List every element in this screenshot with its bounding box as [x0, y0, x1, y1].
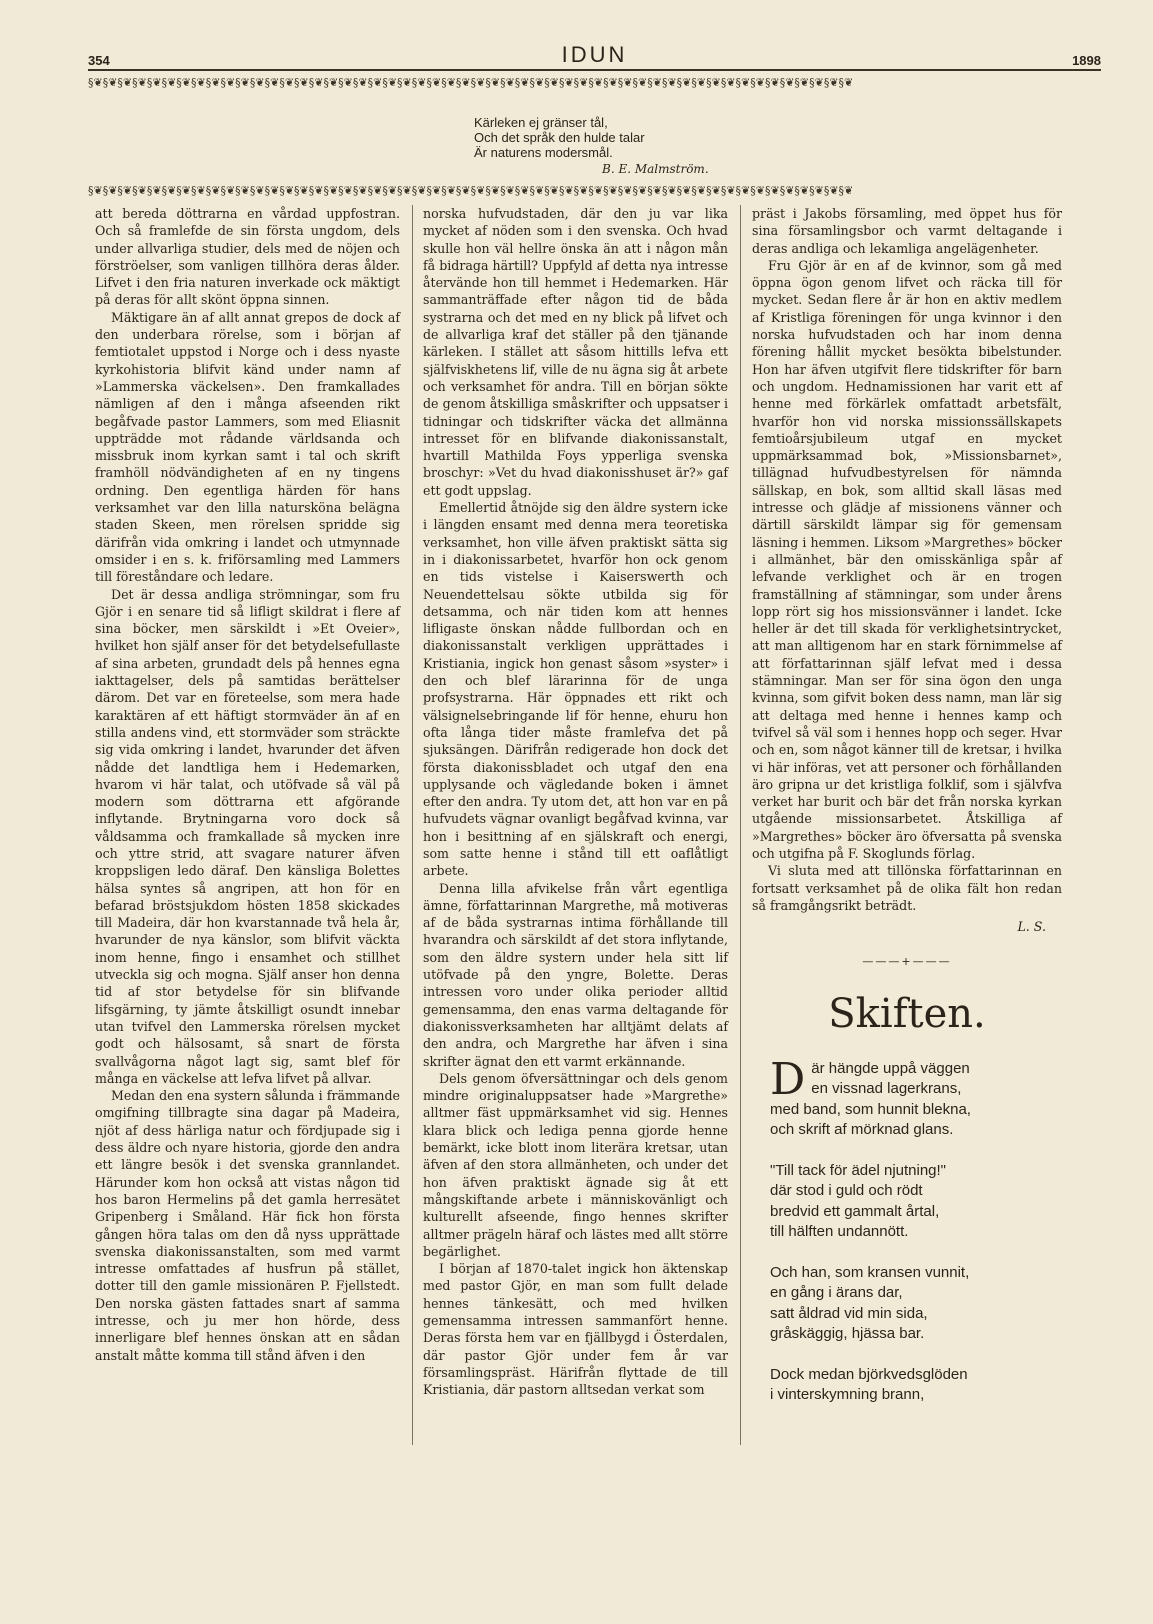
poem [752, 1053, 1062, 1406]
ornament-band-top: §❦§❦§❦§❦§❦§❦§❦§❦§❦§❦§❦§❦§❦§❦§❦§❦§❦§❦§❦§❦§❦§❦§❦§❦§❦§❦§❦§❦§❦§❦§❦§❦§❦§❦§❦§❦§❦§❦§❦§❦§❦§❦§❦§❦§❦§❦§❦§❦§❦§❦§❦§❦ [88, 77, 854, 89]
poem-line: en gång i ärans dar, [770, 1284, 903, 1302]
drop-cap: D [770, 1053, 806, 1105]
section-divider: ———+——— [862, 955, 952, 969]
page-number: 354 [88, 53, 110, 68]
poem-stanza [770, 1263, 1062, 1345]
poem-line: Dock medan björkvedsglöden [770, 1365, 968, 1383]
poem-title: Skiften. [828, 990, 986, 1037]
paragraph: Medan den ena systern sålunda i främmande omgifning tillbragte sina dagar på Madeira, njöt af dess härliga natur och fördjupade sig i dess äldre och nyare historia, gjorde den andra ett längre besök i det svenska grannlandet. Härunder kom hon också att vistas någon tid hos baron Hermelins på det gamla herresätet Gripenberg i Småland. Här fick hon första gången höra talas om den då nyss upprättade svenska diakonissanstalten, som med varmt intresse omfattades af husfrun på stället, dotter till den gamle missionären P. Fjellstedt. Den norska gästen fattades snart af samma intresse, och ju mer hon hörde, dess innerligare blef hennes önskan att en sådan anstalt måtte komma till stånd äfven i den [95, 1088, 400, 1363]
page-year: 1898 [1072, 53, 1101, 68]
article-column-3 [752, 205, 1062, 1426]
header-rule [88, 69, 1101, 71]
poem-line: i vinterskymning brann, [770, 1386, 925, 1404]
article-column-2 [423, 205, 728, 1398]
article-column-1 [95, 205, 400, 1364]
poem-line: Och han, som kransen vunnit, [770, 1263, 970, 1281]
article-signature: L. S. [1017, 919, 1046, 935]
poem-line: satt åldrad vid min sida, [770, 1304, 928, 1322]
paragraph: Emellertid åtnöjde sig den äldre systern icke i längden ensamt med denna mera teoretiska verksamhet, hon ville äfven praktiskt sätta sig in i diakonissarbetet, hvarför hon ock genom en tids vistelse i Kaiserswerth och Neuendettelsau sökte utbilda sig för detsamma, och när tiden kom att hennes lifligaste önskan nådde fullbordan och en diakonissanstalt verkligen upprättades i Kristiania, ingick hon genast såsom »syster» i den och blef lärarinna för de unga profsystrarna. Här öppnades ett rikt och välsignelsebringande lif för henne, ehuru hon ofta långa tider måste framlefva det på sjuksängen. Därifrån redigerade hon dock det första diakonissbladet och utgaf den ena upplysande och vägledande boken i ämnet efter den andra. Ty utom det, att hon var en på hufvudets vägnar ovanligt begåfvad kvinna, var hon i besittning af en själskraft och energi, som satte henne i stånd till ett oaflåtligt arbete. [423, 500, 728, 879]
ornament-band-middle: §❦§❦§❦§❦§❦§❦§❦§❦§❦§❦§❦§❦§❦§❦§❦§❦§❦§❦§❦§❦§❦§❦§❦§❦§❦§❦§❦§❦§❦§❦§❦§❦§❦§❦§❦§❦§❦§❦§❦§❦§❦§❦§❦§❦§❦§❦§❦§❦§❦§❦§❦§❦ [88, 185, 854, 197]
poem-line: där stod i guld och rödt [770, 1182, 923, 1200]
poem-line: och skrift af mörknad glans. [770, 1121, 954, 1139]
paragraph: norska hufvudstaden, där den ju var lika mycket af nöden som i den svenska. Och hvad skulle hon väl hellre önska än att i någon mån få bidraga härtill? Uppfyld af detta nya intresse återvände hon till hemmet i Hedemarken. Här sammanträffade efter någon tid de båda systrarna och det med en ny blick på lifvet och de allvarliga kraf det ställer på den tjänande kärleken. I stället att såsom hittills lefva ett själfviskhetens lif, ville de nu ägna sig åt arbete och verksamhet för andra. Till en början sökte de genom åtskilliga småskrifter och uppsatser i tidningar och tidskrifter väcka det allmänna intresset för en blifvande diakonissanstalt, hvartill Mathilda Foys ypperliga svenska broschyr: »Vet du hvad diakonisshuset är?» gaf ett godt uppslag. [423, 206, 729, 498]
paragraph: präst i Jakobs församling, med öppet hus för sina församlingsbor och varmt deltagande i deras andliga och lekamliga angelägenheter. [752, 206, 1062, 256]
epigraph-line: Är naturens modersmål. [474, 145, 613, 160]
poem-line: till hälften undannött. [770, 1223, 909, 1241]
epigraph-line: Kärleken ej gränser tål, [474, 115, 608, 130]
poem-stanza [770, 1053, 1062, 1141]
paragraph: Dels genom öfversättningar och dels genom mindre originaluppsatser hade »Margrethe» alltmer fäst uppmärksamhet vid sig. Hennes klara blick och lediga penna gjorde henne bemärkt, icke blott inom literära kretsar, utan äfven af den stora allmänheten, och under det hon äfven praktiskt ägnade sig åt ett mångskiftande arbete i människovänligt och kulturellt afseende, fingo hennes skrifter alltmer prägeln häraf och lästes med allt större begärlighet. [423, 1070, 728, 1259]
poem-line: gråskäggig, hjässa bar. [770, 1325, 925, 1343]
magazine-title: IDUN [561, 42, 628, 67]
epigraph [474, 115, 774, 177]
paragraph: I början af 1870-talet ingick hon äktenskap med pastor Gjör, en man som fullt delade hennes tänkesätt, och med hvilken gemensamma intressen sammanfört henne. Deras första hem var en fjällbygd i Österdalen, där pastor Gjör under fem år var församlingspräst. Härifrån flyttade de till Kristiania, där pastorn alltsedan verkat som [423, 1261, 728, 1398]
paragraph: att bereda döttrarna en vårdad uppfostran. Och så framlefde de sin första ungdom, dels under allvarliga studier, dels med de nöjen och förströelser, som vanligen tillhöra deras ålder. Lifvet i den fria naturen inverkade ock mäktigt på deras för allt skönt öppna sinnen. [95, 206, 400, 308]
poem-line: med band, som hunnit blekna, [770, 1100, 971, 1118]
poem-line: en vissnad lagerkrans, [811, 1080, 962, 1098]
column-divider [740, 205, 741, 1445]
paragraph: Det är dessa andliga strömningar, som fru Gjör i en senare tid så lifligt skildrat i flere af sina böcker, men särskildt i »Et Oveier», hvilket hon själf anser för det betydelsefullaste af sina arbeten, grundadt dels på hennes egna iakttagelser, dels på samtidas berättelser därom. Det var en företeelse, som mera hade karaktären af ett häftigt stormväder än af en stilla andens vind, ett stormväder som sträckte sig vida omkring i landet, hvarunder det äfven nådde det landtliga hem i Hedemarken, hvarom vi här talat, och utöfvade så väl på modern som döttrarna ett afgörande inflytande. Brytningarna voro dock så våldsamma och framkallade så mycken inre och yttre strid, att svagare naturer äfven kroppsligen ledo däraf. Den känsliga Bolettes hälsa syntes så angripen, att hon för en befarad bröstsjukdom hösten 1858 skickades till Madeira, där hon kvarstannade två hela år, hvarunder de nya känslor, som blifvit väckta inom henne, fingo i ensamhet och stillhet utveckla sig och mogna. Själf anser hon denna tid af stor betydelse för sin blifvande lifsgärning, ty jämte åtskilligt osundt innebar utan tvifvel den Lammerska rörelsen mycket godt och hälsosamt, så snart de första svallvågorna något lagt sig, samt blef för många en väckelse att lefva lifvet på allvar. [95, 586, 400, 1086]
poem-line: bredvid ett gammalt årtal, [770, 1202, 940, 1220]
epigraph-author: B. E. Malmström. [602, 162, 709, 176]
column-divider [412, 205, 413, 1445]
poem-line: är hängde uppå väggen [811, 1059, 970, 1077]
poem-stanza [770, 1161, 1062, 1243]
epigraph-line: Och det språk den hulde talar [474, 130, 645, 145]
page-header [88, 42, 1101, 68]
poem-stanza [770, 1365, 1062, 1406]
paragraph: Fru Gjör är en af de kvinnor, som gå med öppna ögon genom lifvet och räcka till för mycket. Sedan flere år är hon en aktiv medlem af Kristliga föreningen för unga kvinnor i den norska hufvudstaden och har inom denna förening hållit mycket besökta bibelstunder. Hon har äfven utgifvit flere tidskrifter för barn och ungdom. Hednamissionen har varit ett af henne med förkärlek omfattadt arbetsfält, hvarför hon vid norska missionssällskapets femtioårsjubileum utgaf en mycket uppmärksammad bok, »Missionsbarnet», tillägnad hufvudbestyrelsen för nämnda sällskap, en bok, som alltid skall läsas med intresse och glädje af missionens vänner och därtill särskildt lämpar sig för gemensam läsning i hemmen. Liksom »Margrethes» böcker i allmänhet, bär den omisskänliga spår af lefvande verklighet och är en trogen framställning af stämningar, som under årens lopp rört sig hos missionsvänner i landet. Icke heller är det till skada för verklighetsintrycket, att man alltigenom har en stark förnimmelse af att författarinnan själf lefvat med i dessa stämningar. Man ser för sina ögon den unga kvinna, som gifvit boken dess namn, man lär sig att deltaga med henne i hennes kamp och tvifvel så väl som i hennes hopp och seger. Hvar och en, som något känner till de kretsar, i hvilka vi här införas, vet att personer och förhållanden äro gripna ur det kristliga folklif, som i självfva verket har burit och bär det från norska kyrkan utgående missionsarbetet. Åtskilliga af »Margrethes» böcker äro öfversatta på svenska och utgifna på F. Skoglunds förlag. [752, 257, 1062, 861]
paragraph: Mäktigare än af allt annat grepos de dock af den underbara rörelse, som i början af femtiotalet uppstod i Norge och i dess nyaste kyrkohistoria blifvit känd under namn af »Lammerska väckelsen». Den framkallades nämligen af den i många afseenden rikt begåfvade pastor Lammers, som med Eliasnit uppträdde mot rådande världsanda och missbruk inom kyrkan samt i tal och skrift framhöll nödvändigheten af en ny tingens ordning. Den egentliga härden för hans verksamhet var den lilla natursköna belägna staden Skeen, men rörelsen spridde sig därifrån vida omkring i landet och utmynnade omsider i en s. k. friförsamling med Lammers till föreståndare och ledare. [95, 309, 400, 585]
poem-line: "Till tack för ädel njutning!" [770, 1161, 947, 1179]
paragraph: Denna lilla afvikelse från vårt egentliga ämne, författarinnan Margrethe, må motiveras af de båda systrarnas intima förhållande till hvarandra och särskildt af det stora inflytande, som den äldre systern under hela sitt lif utöfvade på den yngre, Bolette. Deras intressen voro under olika perioder alltid gemensamma, den enas varma deltagande för diakonissverksamheten har alltjämt delats af den andra, och Margrethe har äfven i sina skrifter ägnat den ett varmt erkännande. [423, 880, 728, 1069]
paragraph: Vi sluta med att tillönska författarinnan en fortsatt verksamhet på de olika fält hon redan så framgångsrikt beträdt. [752, 863, 1062, 913]
